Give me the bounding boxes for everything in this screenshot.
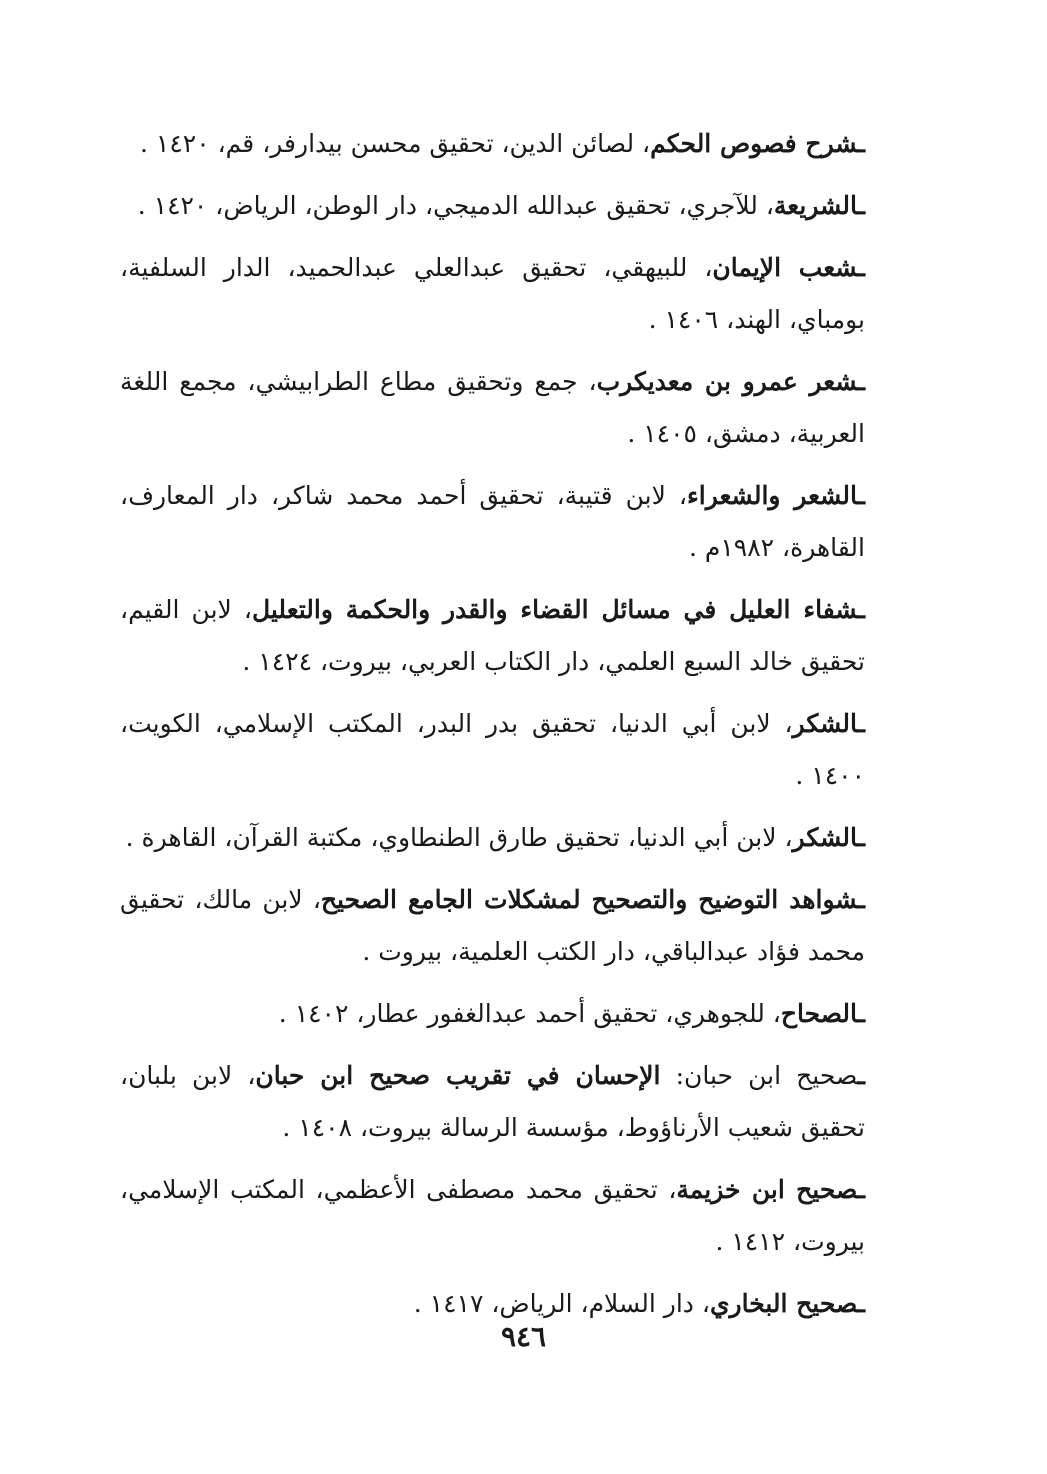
- entry-details: ، لابن مالك، تحقيق محمد فؤاد عبدالباقي، دار الكتب العلمية، بيروت .: [120, 885, 865, 966]
- entry-title: شفاء العليل في مسائل القضاء والقدر والحكمة والتعليل: [251, 595, 858, 624]
- page-number: ٩٤٦: [500, 1320, 547, 1353]
- entry-dash: ـ: [857, 129, 865, 158]
- entry-details: ، لابن القيم، تحقيق خالد السبع العلمي، دار الكتاب العربي، بيروت، ١٤٢٤ .: [120, 595, 865, 676]
- entry-title: الشعر والشعراء: [687, 481, 858, 510]
- entry-title: الشكر: [792, 709, 858, 738]
- bibliography-entry: [120, 812, 865, 864]
- bibliography-entry: [120, 118, 865, 170]
- entry-details: ، لابن قتيبة، تحقيق أحمد محمد شاكر، دار المعارف، القاهرة، ١٩٨٢م .: [120, 481, 865, 562]
- entry-title: صحيح البخاري: [709, 1289, 858, 1318]
- entry-dash: ـ: [857, 999, 865, 1028]
- entry-title: الشكر: [792, 823, 858, 852]
- entry-title: الصحاح: [780, 999, 858, 1028]
- entry-dash: ـ: [857, 709, 865, 738]
- entry-dash: ـ: [857, 885, 865, 914]
- bibliography-entry: [120, 874, 865, 978]
- bibliography-entry: [120, 584, 865, 688]
- entry-dash: ـ: [857, 1289, 865, 1318]
- entry-title: شرح فصوص الحكم: [650, 129, 858, 158]
- entry-title: شعب الإيمان: [712, 253, 858, 282]
- entry-details: ، للجوهري، تحقيق أحمد عبدالغفور عطار، ١٤٠٢ .: [278, 999, 781, 1028]
- entry-dash: ـ: [857, 191, 865, 220]
- entry-dash: ـ: [857, 595, 865, 624]
- entry-details: ، للبيهقي، تحقيق عبدالعلي عبدالحميد، الدار السلفية، بومباي، الهند، ١٤٠٦ .: [120, 253, 865, 334]
- bibliography-entry: [120, 180, 865, 232]
- entry-title: صحيح ابن خزيمة: [676, 1175, 858, 1204]
- entry-dash: ـ: [857, 1175, 865, 1204]
- entry-dash: ـ: [857, 253, 865, 282]
- entry-details: ، لابن أبي الدنيا، تحقيق بدر البدر، المكتب الإسلامي، الكويت، ١٤٠٠ .: [120, 709, 865, 790]
- entry-title: الإحسان في تقريب صحيح ابن حبان: [255, 1061, 661, 1090]
- bibliography-entry: [120, 698, 865, 802]
- entry-details: ، للآجري، تحقيق عبدالله الدميجي، دار الوطن، الرياض، ١٤٢٠ .: [137, 191, 774, 220]
- bibliography-entry: [120, 356, 865, 460]
- entry-details: ، لابن أبي الدنيا، تحقيق طارق الطنطاوي، مكتبة القرآن، القاهرة .: [125, 823, 793, 852]
- bibliography-entry: [120, 242, 865, 346]
- entry-details: ، تحقيق محمد مصطفى الأعظمي، المكتب الإسلامي، بيروت، ١٤١٢ .: [120, 1175, 865, 1256]
- bibliography-entry: [120, 1164, 865, 1268]
- entry-title: الشريعة: [773, 191, 858, 220]
- entry-title: شواهد التوضيح والتصحيح لمشكلات الجامع الصحيح: [320, 885, 858, 914]
- entry-title: شعر عمرو بن معديكرب: [596, 367, 858, 396]
- entry-dash: ـ: [857, 1061, 865, 1090]
- entry-prefix: صحيح ابن حبان:: [660, 1061, 858, 1090]
- entry-dash: ـ: [857, 823, 865, 852]
- entry-dash: ـ: [857, 367, 865, 396]
- entry-details: ، جمع وتحقيق مطاع الطرابيشي، مجمع اللغة العربية، دمشق، ١٤٠٥ .: [120, 367, 865, 448]
- entry-details: ، لابن بلبان، تحقيق شعيب الأرناؤوط، مؤسسة الرسالة بيروت، ١٤٠٨ .: [120, 1061, 865, 1142]
- bibliography-entry: [120, 988, 865, 1040]
- entry-dash: ـ: [857, 481, 865, 510]
- entry-details: ، لصائن الدين، تحقيق محسن بيدارفر، قم، ١٤٢٠ .: [140, 129, 651, 158]
- bibliography-entry: [120, 1050, 865, 1154]
- bibliography-entry: [120, 470, 865, 574]
- entry-details: ، دار السلام، الرياض، ١٤١٧ .: [413, 1289, 710, 1318]
- bibliography-list: [120, 118, 865, 1340]
